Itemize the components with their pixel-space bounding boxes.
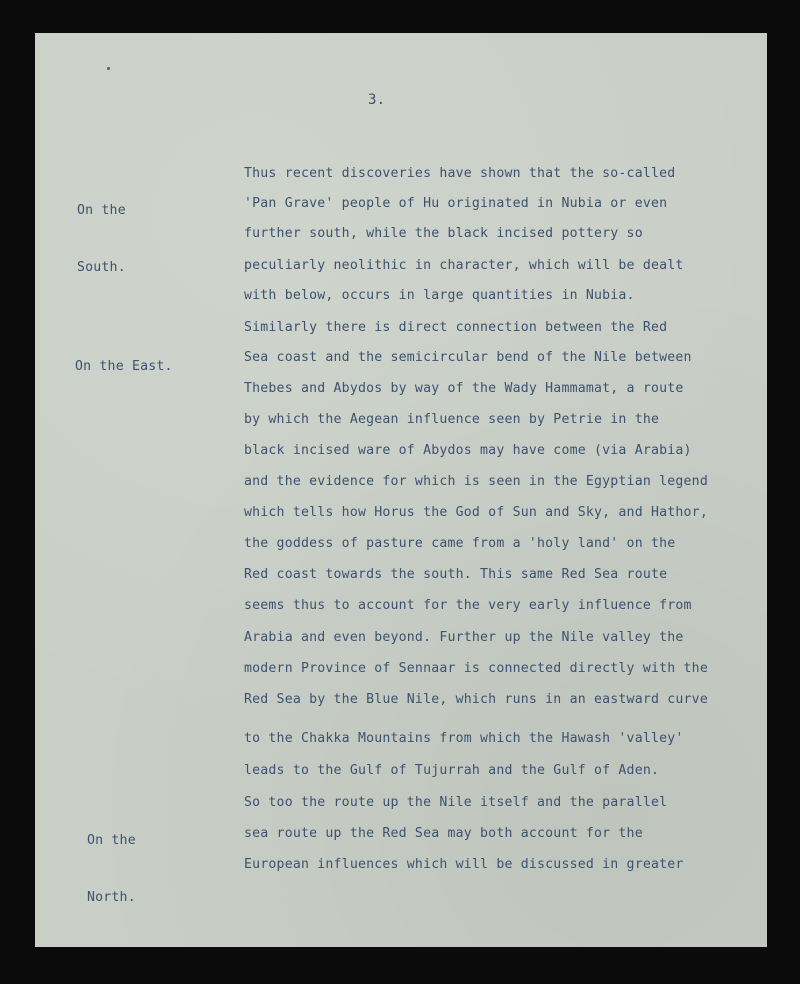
body-text-line: So too the route up the Nile itself and the parallel <box>244 795 668 810</box>
body-text-line: sea route up the Red Sea may both account for the <box>244 826 643 841</box>
body-text-line: European influences which will be discussed in greater <box>244 857 684 872</box>
body-text-line: black incised ware of Abydos may have come (via Arabia) <box>244 443 692 458</box>
body-text-line: peculiarly neolithic in character, which will be dealt <box>244 258 684 273</box>
page-number: 3. <box>368 92 386 108</box>
margin-note-line: On the East. <box>75 359 173 374</box>
margin-note-line: South. <box>77 260 126 275</box>
margin-note-line: On the <box>77 203 126 218</box>
body-text-line: leads to the Gulf of Tujurrah and the Gulf of Aden. <box>244 763 660 778</box>
body-text-line: 'Pan Grave' people of Hu originated in Nubia or even <box>244 196 668 211</box>
body-text-line: with below, occurs in large quantities in Nubia. <box>244 288 635 303</box>
margin-note-north <box>87 793 136 945</box>
paper-speck <box>107 67 110 70</box>
body-text-line: the goddess of pasture came from a 'holy land' on the <box>244 536 676 551</box>
margin-note-line: North. <box>87 890 136 905</box>
body-text-line: by which the Aegean influence seen by Petrie in the <box>244 412 660 427</box>
margin-note-line: On the <box>87 833 136 848</box>
margin-note-south <box>77 163 126 315</box>
body-text-line: and the evidence for which is seen in the Egyptian legend <box>244 474 708 489</box>
body-text-line: Thebes and Abydos by way of the Wady Hammamat, a route <box>244 381 684 396</box>
body-text-line: Similarly there is direct connection between the Red <box>244 320 668 335</box>
body-text-line: Thus recent discoveries have shown that the so-called <box>244 166 676 181</box>
body-text-line: Red Sea by the Blue Nile, which runs in an eastward curve <box>244 692 708 707</box>
document-page <box>35 33 767 947</box>
body-text-line: Red coast towards the south. This same Red Sea route <box>244 567 668 582</box>
margin-note-east <box>75 319 173 414</box>
body-text-line: Sea coast and the semicircular bend of the Nile between <box>244 350 692 365</box>
body-text-line: Arabia and even beyond. Further up the Nile valley the <box>244 630 684 645</box>
body-text-line: which tells how Horus the God of Sun and Sky, and Hathor, <box>244 505 708 520</box>
body-text-line: to the Chakka Mountains from which the Hawash 'valley' <box>244 731 684 746</box>
body-text-line: modern Province of Sennaar is connected directly with the <box>244 661 708 676</box>
body-text-line: further south, while the black incised pottery so <box>244 226 643 241</box>
body-text-line: seems thus to account for the very early influence from <box>244 598 692 613</box>
